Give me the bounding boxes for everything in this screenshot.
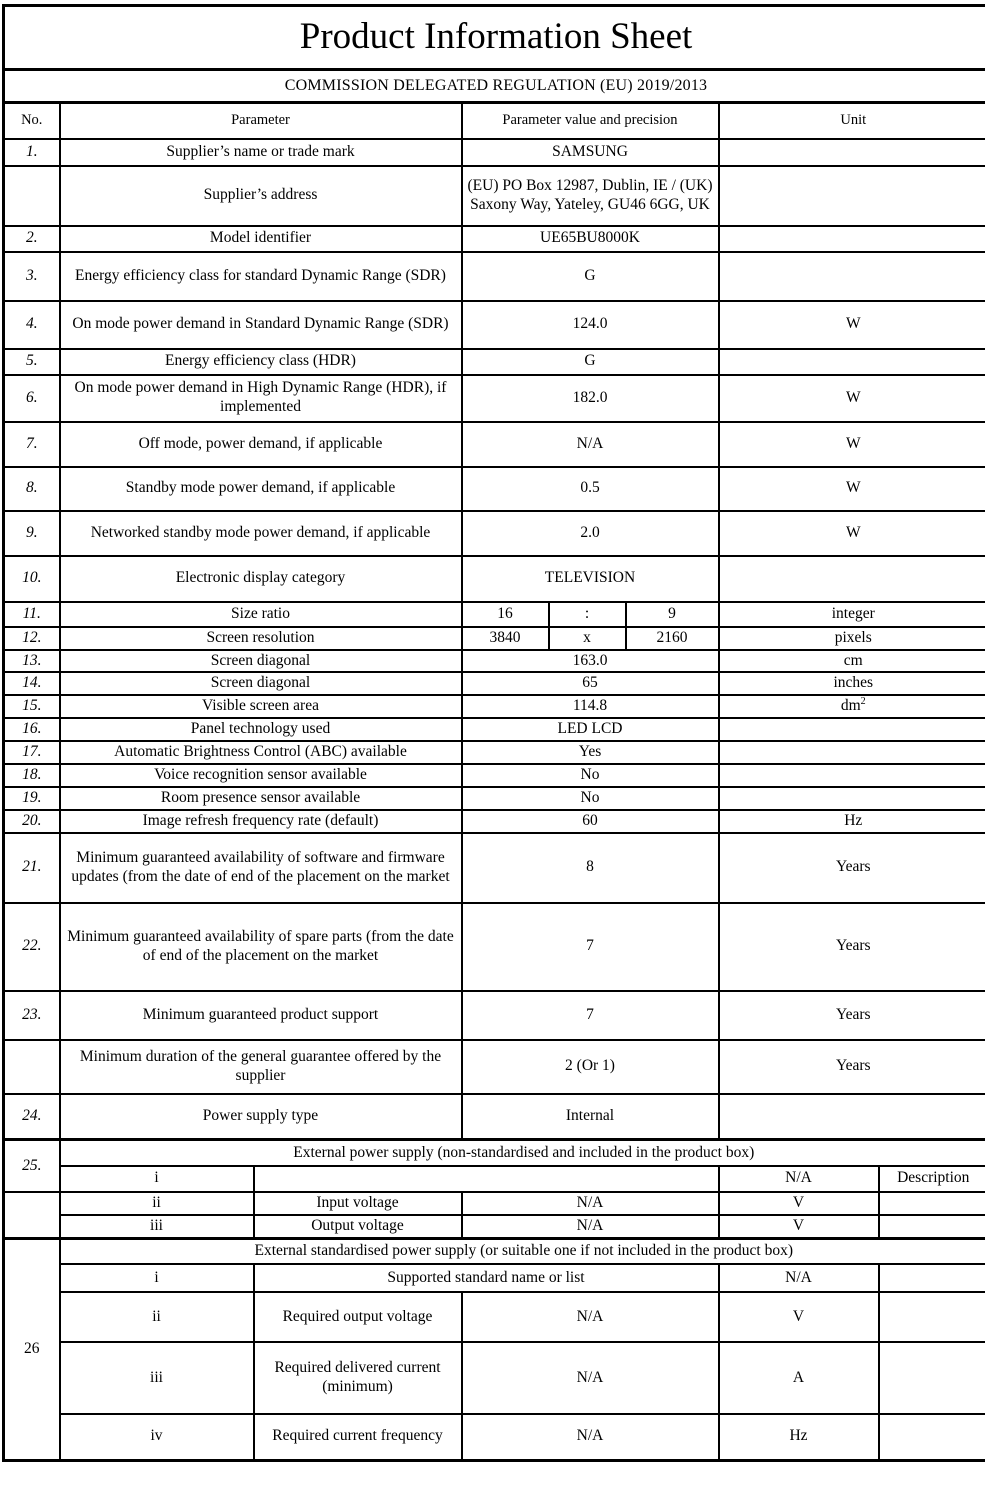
value-cell: 114.8 [462, 695, 719, 718]
description-cell [879, 1292, 985, 1342]
parameter-cell: Off mode, power demand, if applicable [60, 422, 462, 467]
unit-superscript: 2 [860, 696, 866, 708]
value-cell: 182.0 [462, 375, 719, 422]
parameter-cell: On mode power demand in Standard Dynamic Range (SDR) [60, 301, 462, 349]
sub-label-cell: Input voltage [254, 1192, 462, 1215]
sub-index-cell: ii [60, 1192, 254, 1215]
table-row [4, 1040, 985, 1094]
value-separator-cell: : [549, 602, 626, 627]
table-header-row [4, 103, 985, 139]
parameter-cell: Screen diagonal [60, 650, 462, 673]
value-cell: Yes [462, 741, 719, 764]
sub-index-cell: ii [60, 1292, 254, 1342]
parameter-cell: Automatic Brightness Control (ABC) available [60, 741, 462, 764]
unit-base: dm [840, 697, 861, 715]
row-number-cell: 18. [4, 764, 60, 787]
table-row [4, 301, 985, 349]
unit-cell [719, 764, 985, 787]
table-row [4, 991, 985, 1040]
table-row [4, 650, 985, 673]
table-row [4, 1264, 985, 1292]
unit-cell [719, 166, 985, 226]
row-number-cell: 10. [4, 556, 60, 602]
unit-cell: W [719, 375, 985, 422]
table-row [4, 1414, 985, 1460]
unit-cell: integer [719, 602, 985, 627]
unit-cell [719, 139, 985, 166]
description-cell: Description [879, 1166, 985, 1192]
column-header-unit: Unit [719, 103, 985, 139]
value-cell: LED LCD [462, 718, 719, 741]
sub-unit-cell: V [719, 1192, 879, 1215]
value-cell: N/A [719, 1264, 879, 1292]
sub-index-cell: iv [60, 1414, 254, 1460]
table-row [4, 764, 985, 787]
page-title: Product Information Sheet [4, 6, 985, 70]
unit-cell: cm [719, 650, 985, 673]
sub-unit-cell: A [719, 1342, 879, 1414]
row-number-cell: 19. [4, 787, 60, 810]
column-header-parameter: Parameter [60, 103, 462, 139]
row-number-cell: 24. [4, 1094, 60, 1140]
value-cell: N/A [462, 1192, 719, 1215]
parameter-cell: Screen resolution [60, 627, 462, 650]
table-row [4, 1192, 985, 1215]
value-separator-cell: x [549, 627, 626, 650]
row-number-cell: 23. [4, 991, 60, 1040]
parameter-cell: Energy efficiency class for standard Dynamic Range (SDR) [60, 252, 462, 301]
unit-cell [719, 252, 985, 301]
unit-cell: W [719, 467, 985, 511]
parameter-cell: Image refresh frequency rate (default) [60, 810, 462, 833]
row-number-cell: 2. [4, 226, 60, 252]
sub-unit-cell: Hz [719, 1414, 879, 1460]
table-row [4, 1292, 985, 1342]
sub-label-cell [254, 1166, 719, 1192]
value-cell: N/A [462, 1215, 719, 1238]
table-row [4, 672, 985, 695]
unit-cell: Hz [719, 810, 985, 833]
table-row [4, 602, 985, 627]
table-row [4, 810, 985, 833]
sub-label-cell: Required current frequency [254, 1414, 462, 1460]
value-cell: G [462, 252, 719, 301]
sub-index-cell: i [60, 1264, 254, 1292]
table-row [4, 695, 985, 718]
row-number-cell: 15. [4, 695, 60, 718]
row-number-cell: 5. [4, 349, 60, 375]
parameter-cell: Visible screen area [60, 695, 462, 718]
table-row [4, 903, 985, 991]
row-number-cell: 9. [4, 511, 60, 556]
unit-cell [719, 1094, 985, 1140]
unit-cell [719, 741, 985, 764]
sub-index-cell: i [60, 1166, 254, 1192]
description-cell [879, 1192, 985, 1215]
unit-cell: W [719, 422, 985, 467]
value-cell: 2 (Or 1) [462, 1040, 719, 1094]
parameter-cell: Minimum duration of the general guarantee offered by the supplier [60, 1040, 462, 1094]
value-cell: 7 [462, 903, 719, 991]
unit-cell [719, 556, 985, 602]
unit-cell [719, 226, 985, 252]
parameter-cell: Model identifier [60, 226, 462, 252]
value-cell: G [462, 349, 719, 375]
parameter-cell: Screen diagonal [60, 672, 462, 695]
unit-cell [719, 787, 985, 810]
table-row [4, 1215, 985, 1238]
unit-cell [719, 718, 985, 741]
table-row [4, 1094, 985, 1140]
parameter-cell: Supplier’s name or trade mark [60, 139, 462, 166]
table-row [4, 1342, 985, 1414]
table-row [4, 422, 985, 467]
row-number-cell: 4. [4, 301, 60, 349]
value-right-cell: 9 [626, 602, 719, 627]
value-cell: UE65BU8000K [462, 226, 719, 252]
value-left-cell: 16 [462, 602, 549, 627]
value-cell: 7 [462, 991, 719, 1040]
parameter-cell: On mode power demand in High Dynamic Range (HDR), if implemented [60, 375, 462, 422]
row-number-cell [4, 166, 60, 226]
unit-cell: Years [719, 833, 985, 903]
parameter-cell: Power supply type [60, 1094, 462, 1140]
unit-cell: Years [719, 903, 985, 991]
sub-label-cell: Required output voltage [254, 1292, 462, 1342]
unit-cell: W [719, 301, 985, 349]
sub-label-cell: Supported standard name or list [254, 1264, 719, 1292]
unit-cell: W [719, 511, 985, 556]
row-number-cell [4, 1040, 60, 1094]
unit-cell: inches [719, 672, 985, 695]
table-row [4, 467, 985, 511]
table-row [4, 166, 985, 226]
parameter-cell: Supplier’s address [60, 166, 462, 226]
parameter-cell: Minimum guaranteed availability of software and firmware updates (from the date of end of the placement on the market [60, 833, 462, 903]
row-number-cell: 14. [4, 672, 60, 695]
parameter-cell: Minimum guaranteed product support [60, 991, 462, 1040]
row-number-cell: 8. [4, 467, 60, 511]
row-number-cell: 12. [4, 627, 60, 650]
parameter-cell: Voice recognition sensor available [60, 764, 462, 787]
value-left-cell: 3840 [462, 627, 549, 650]
table-row [4, 741, 985, 764]
unit-cell [719, 695, 985, 718]
sub-unit-cell: N/A [719, 1166, 879, 1192]
value-cell: 0.5 [462, 467, 719, 511]
value-cell: SAMSUNG [462, 139, 719, 166]
description-cell [879, 1342, 985, 1414]
product-info-table [2, 4, 985, 1462]
table-row [4, 511, 985, 556]
description-cell [879, 1264, 985, 1292]
table-row [4, 556, 985, 602]
row-number-cell: 13. [4, 650, 60, 673]
value-cell: N/A [462, 422, 719, 467]
section-header-cell: External standardised power supply (or suitable one if not included in the product box) [60, 1238, 985, 1264]
section-26-header-row [4, 1238, 985, 1264]
row-number-cell [4, 1192, 60, 1238]
table-row [4, 139, 985, 166]
unit-cell: Years [719, 1040, 985, 1094]
value-cell: (EU) PO Box 12987, Dublin, IE / (UK) Saxony Way, Yateley, GU46 6GG, UK [462, 166, 719, 226]
row-number-cell: 1. [4, 139, 60, 166]
value-cell: No [462, 764, 719, 787]
value-cell: 8 [462, 833, 719, 903]
column-header-no: No. [4, 103, 60, 139]
table-row [4, 349, 985, 375]
value-cell: 60 [462, 810, 719, 833]
row-number-cell: 21. [4, 833, 60, 903]
sub-index-cell: iii [60, 1215, 254, 1238]
row-number-cell: 16. [4, 718, 60, 741]
value-cell: 65 [462, 672, 719, 695]
row-number-cell: 17. [4, 741, 60, 764]
parameter-cell: Minimum guaranteed availability of spare parts (from the date of end of the placement on the market [60, 903, 462, 991]
section-header-cell: External power supply (non-standardised and included in the product box) [60, 1140, 985, 1166]
description-cell [879, 1414, 985, 1460]
row-number-cell: 20. [4, 810, 60, 833]
parameter-cell: Room presence sensor available [60, 787, 462, 810]
table-row [4, 833, 985, 903]
row-number-cell: 26 [4, 1238, 60, 1460]
parameter-cell: Size ratio [60, 602, 462, 627]
sub-unit-cell: V [719, 1292, 879, 1342]
parameter-cell: Electronic display category [60, 556, 462, 602]
value-cell: 124.0 [462, 301, 719, 349]
table-row [4, 252, 985, 301]
sub-label-cell: Output voltage [254, 1215, 462, 1238]
parameter-cell: Networked standby mode power demand, if applicable [60, 511, 462, 556]
row-number-cell: 25. [4, 1140, 60, 1192]
value-right-cell: 2160 [626, 627, 719, 650]
value-cell: Internal [462, 1094, 719, 1140]
row-number-cell: 7. [4, 422, 60, 467]
parameter-cell: Energy efficiency class (HDR) [60, 349, 462, 375]
row-number-cell: 22. [4, 903, 60, 991]
parameter-cell: Panel technology used [60, 718, 462, 741]
column-header-value: Parameter value and precision [462, 103, 719, 139]
value-cell: No [462, 787, 719, 810]
sub-label-cell: Required delivered current (minimum) [254, 1342, 462, 1414]
sub-unit-cell: V [719, 1215, 879, 1238]
row-number-cell: 6. [4, 375, 60, 422]
value-cell: TELEVISION [462, 556, 719, 602]
description-cell [879, 1215, 985, 1238]
value-cell: 2.0 [462, 511, 719, 556]
sub-index-cell: iii [60, 1342, 254, 1414]
value-cell: N/A [462, 1342, 719, 1414]
regulation-banner: COMMISSION DELEGATED REGULATION (EU) 2019/2013 [4, 70, 985, 103]
unit-cell: pixels [719, 627, 985, 650]
value-cell: N/A [462, 1292, 719, 1342]
table-row [4, 718, 985, 741]
value-cell: N/A [462, 1414, 719, 1460]
unit-cell [719, 349, 985, 375]
unit-cell: Years [719, 991, 985, 1040]
table-row [4, 1166, 985, 1192]
parameter-cell: Standby mode power demand, if applicable [60, 467, 462, 511]
table-row [4, 627, 985, 650]
row-number-cell: 11. [4, 602, 60, 627]
table-row [4, 375, 985, 422]
value-cell: 163.0 [462, 650, 719, 673]
row-number-cell: 3. [4, 252, 60, 301]
table-row [4, 226, 985, 252]
table-row [4, 787, 985, 810]
section-25-header-row [4, 1140, 985, 1166]
